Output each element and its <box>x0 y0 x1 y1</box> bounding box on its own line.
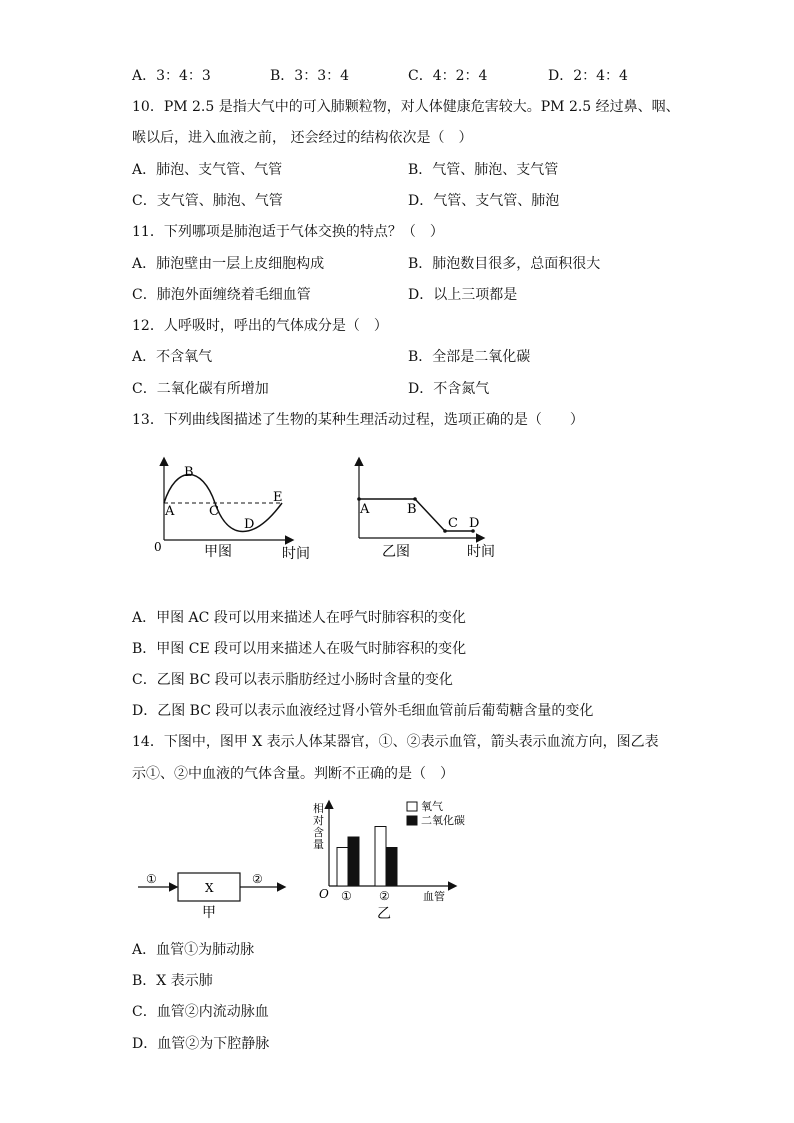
organ-x-label: X <box>205 881 214 895</box>
chart-category-label-2: ② <box>379 889 390 903</box>
q14-stem-line1: 14．下图中，图甲 X 表示人体某器官，①、②表示血管，箭头表示血流方向，图乙表 <box>132 734 659 750</box>
yi-caption: 乙图 <box>382 544 410 560</box>
q14-option-b: B．X 表示肺 <box>132 973 213 989</box>
jia-point-d: D <box>244 517 255 532</box>
flow-out-label: ② <box>252 872 263 886</box>
q14-option-c: C．血管②内流动脉血 <box>132 1004 269 1020</box>
q11-stem: 11．下列哪项是肺泡适于气体交换的特点？（ ） <box>132 224 444 240</box>
q13-graph-jia <box>140 455 330 565</box>
q12-option-a: A．不含氧气 <box>132 349 213 365</box>
jia-origin: 0 <box>154 540 162 554</box>
q13-option-c: C．乙图 BC 段可以表示脂肪经过小肠时含量的变化 <box>132 672 453 688</box>
jia-point-a: A <box>165 504 175 519</box>
q13-graph-yi <box>345 455 505 565</box>
q13-stem: 13．下列曲线图描述了生物的某种生理活动过程，选项正确的是（ ） <box>132 412 584 428</box>
yi-point-c: C <box>448 516 458 531</box>
q14-option-a: A．血管①为肺动脉 <box>132 942 255 958</box>
chart-category-label-1: ① <box>341 889 352 903</box>
bar-co2-vessel-1 <box>348 837 359 886</box>
q12-option-c: C．二氧化碳有所增加 <box>132 381 269 397</box>
q10-stem-line1: 10．PM 2.5 是指大气中的可入肺颗粒物，对人体健康危害较大。PM 2.5 经过鼻、咽、 <box>132 99 680 115</box>
bar-oxygen-vessel-1 <box>337 848 348 887</box>
q10-stem-line2: 喉以后，进入血液之前， 还会经过的结构依次是（ ） <box>132 130 473 146</box>
jia-point-c: C <box>209 504 219 519</box>
q12-option-d: D．不含氮气 <box>408 381 490 397</box>
bar-oxygen-vessel-2 <box>375 827 386 887</box>
chart-origin: O <box>319 887 329 901</box>
q12-option-b: B．全部是二氧化碳 <box>408 349 531 365</box>
yi-point-d: D <box>469 516 480 531</box>
q10-option-b: B．气管、肺泡、支气管 <box>408 162 559 178</box>
legend-swatch-1 <box>407 802 417 811</box>
q11-option-d: D．以上三项都是 <box>408 287 518 303</box>
q14-option-d: D．血管②为下腔静脉 <box>132 1036 270 1052</box>
q13-option-d: D．乙图 BC 段可以表示血液经过肾小管外毛细血管前后葡萄糖含量的变化 <box>132 703 594 719</box>
q14-chart-yi <box>305 798 465 923</box>
legend-label-2: 二氧化碳 <box>421 814 465 827</box>
q10-option-a: A．肺泡、支气管、气管 <box>132 162 283 178</box>
yi-point-b: B <box>407 502 417 517</box>
q9-option-b: B．3：3：4 <box>270 68 350 84</box>
yi-x-label: 时间 <box>467 544 495 560</box>
q9-option-d: D．2：4：4 <box>548 68 628 84</box>
q11-option-c: C．肺泡外面缠绕着毛细血管 <box>132 287 311 303</box>
q13-option-b: B．甲图 CE 段可以用来描述人在吸气时肺容积的变化 <box>132 641 467 657</box>
legend-swatch-2 <box>407 816 417 825</box>
q9-option-a: A．3：4：3 <box>132 68 211 84</box>
jia-caption: 甲图 <box>204 544 232 560</box>
jia-point-b: B <box>184 465 194 480</box>
q14-stem-line2: 示①、②中血液的气体含量。判断不正确的是（ ） <box>132 766 454 782</box>
chart-caption: 乙 <box>377 906 391 922</box>
jia-x-label: 时间 <box>282 546 310 562</box>
jia-point-e: E <box>273 490 283 505</box>
q10-option-d: D．气管、支气管、肺泡 <box>408 193 560 209</box>
q12-stem: 12．人呼吸时，呼出的气体成分是（ ） <box>132 318 388 334</box>
yi-point-a: A <box>360 502 370 517</box>
chart-ylabel: 相对含量 <box>313 802 324 851</box>
q14-diagram-jia <box>132 862 292 922</box>
q10-option-c: C．支气管、肺泡、气管 <box>132 193 283 209</box>
diagram-caption: 甲 <box>202 905 216 921</box>
flow-in-label: ① <box>146 872 157 886</box>
legend-label-1: 氧气 <box>421 800 443 813</box>
chart-xlabel: 血管 <box>423 890 445 903</box>
q9-option-c: C．4：2：4 <box>408 68 488 84</box>
q11-option-b: B．肺泡数目很多，总面积很大 <box>408 256 601 272</box>
q11-option-a: A．肺泡壁由一层上皮细胞构成 <box>132 256 325 272</box>
q13-option-a: A．甲图 AC 段可以用来描述人在呼气时肺容积的变化 <box>132 610 466 626</box>
bar-co2-vessel-2 <box>386 848 397 887</box>
